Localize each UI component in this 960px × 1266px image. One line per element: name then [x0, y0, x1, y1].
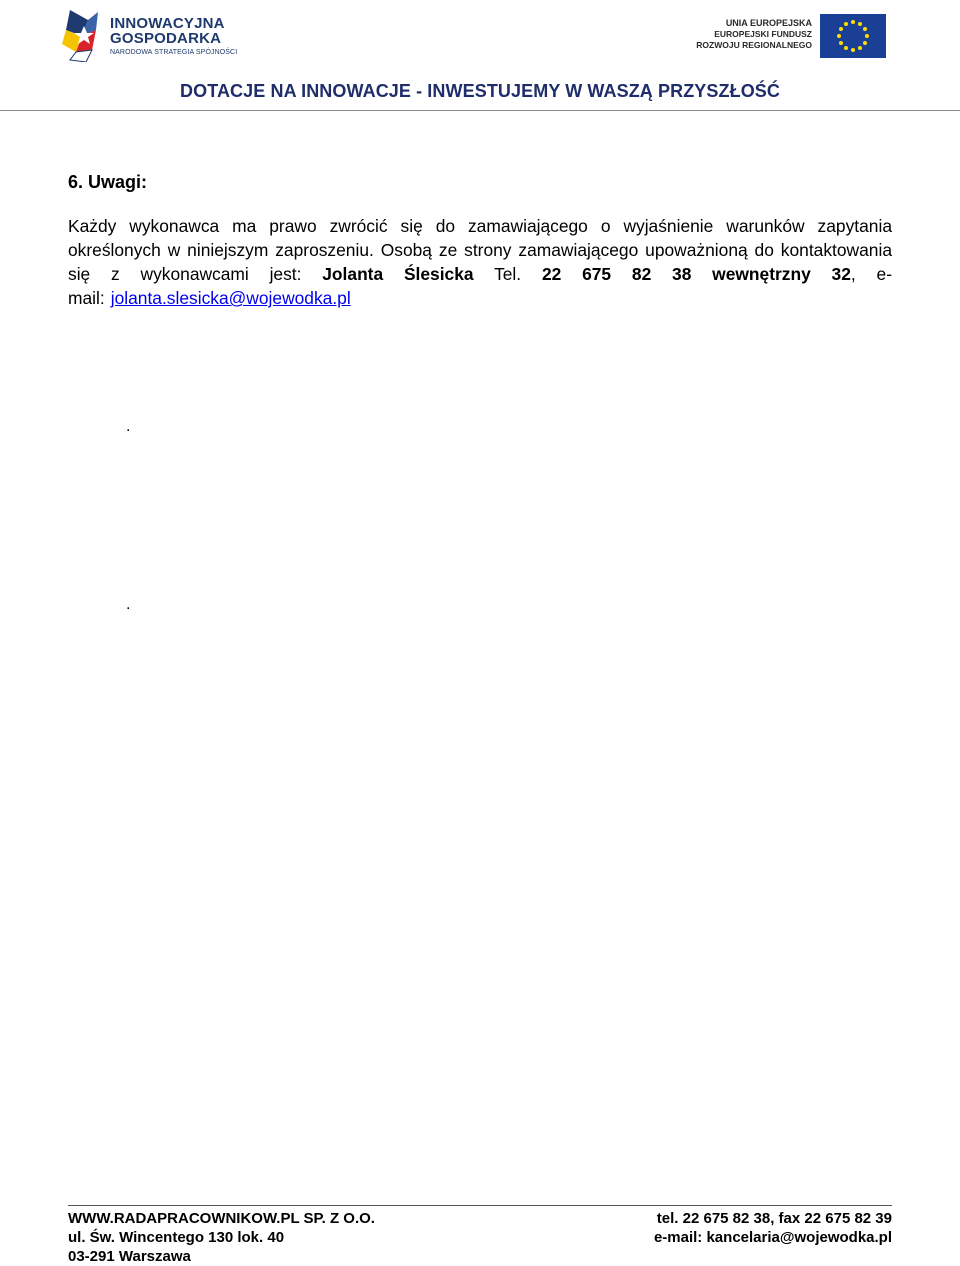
logo-line-2: GOSPODARKA: [110, 30, 222, 47]
logo-line-1: INNOWACYJNA: [110, 15, 225, 32]
paragraph-text: Każdy wykonawca ma prawo zwrócić się do zamawiającego o wyjaśnienie warunków zapytania określonych w niniejszym zaproszeniu. Osobą ze strony zamawiającego upoważnioną do kontaktowania się z wykonawcami jest:: [68, 216, 892, 284]
footer-divider: [68, 1205, 892, 1206]
star-logo-icon: [62, 6, 108, 62]
remarks-paragraph: [68, 214, 892, 310]
stray-dot: .: [126, 418, 131, 435]
innowacyjna-gospodarka-logo: [62, 6, 242, 62]
eu-logo-line-3: ROZWOJU REGIONALNEGO: [696, 40, 812, 50]
stray-dot: .: [126, 596, 131, 613]
footer-left: [68, 1209, 375, 1266]
footer-company: WWW.RADAPRACOWNIKOW.PL SP. Z O.O.: [68, 1210, 375, 1227]
header-divider: [0, 110, 960, 111]
contact-name: Jolanta Ślesicka: [322, 264, 474, 284]
tel-label: Tel.: [473, 264, 542, 284]
footer-email: e-mail: kancelaria@wojewodka.pl: [653, 1229, 892, 1246]
eu-fund-logo: [696, 14, 886, 60]
eu-flag-icon: [820, 14, 886, 58]
footer-street: ul. Św. Wincentego 130 lok. 40: [68, 1229, 285, 1246]
eu-logo-line-2: EUROPEJSKI FUNDUSZ: [714, 29, 812, 39]
slogan: DOTACJE NA INNOWACJE - INWESTUJEMY W WASZĄ PRZYSZŁOŚĆ: [180, 81, 780, 101]
email-label: , e-mail:: [68, 264, 893, 308]
tel-value: 22 675 82 38 wewnętrzny 32: [541, 264, 851, 284]
footer-phone: tel. 22 675 82 38, fax 22 675 82 39: [656, 1210, 892, 1227]
footer-right: [654, 1209, 892, 1247]
email-link[interactable]: jolanta.slesicka@wojewodka.pl: [110, 288, 351, 308]
eu-logo-line-1: UNIA EUROPEJSKA: [725, 18, 812, 28]
logo-line-3: NARODOWA STRATEGIA SPÓJNOŚCI: [110, 49, 238, 56]
footer-city: 03-291 Warszawa: [68, 1248, 191, 1265]
section-title: 6. Uwagi:: [68, 172, 148, 192]
